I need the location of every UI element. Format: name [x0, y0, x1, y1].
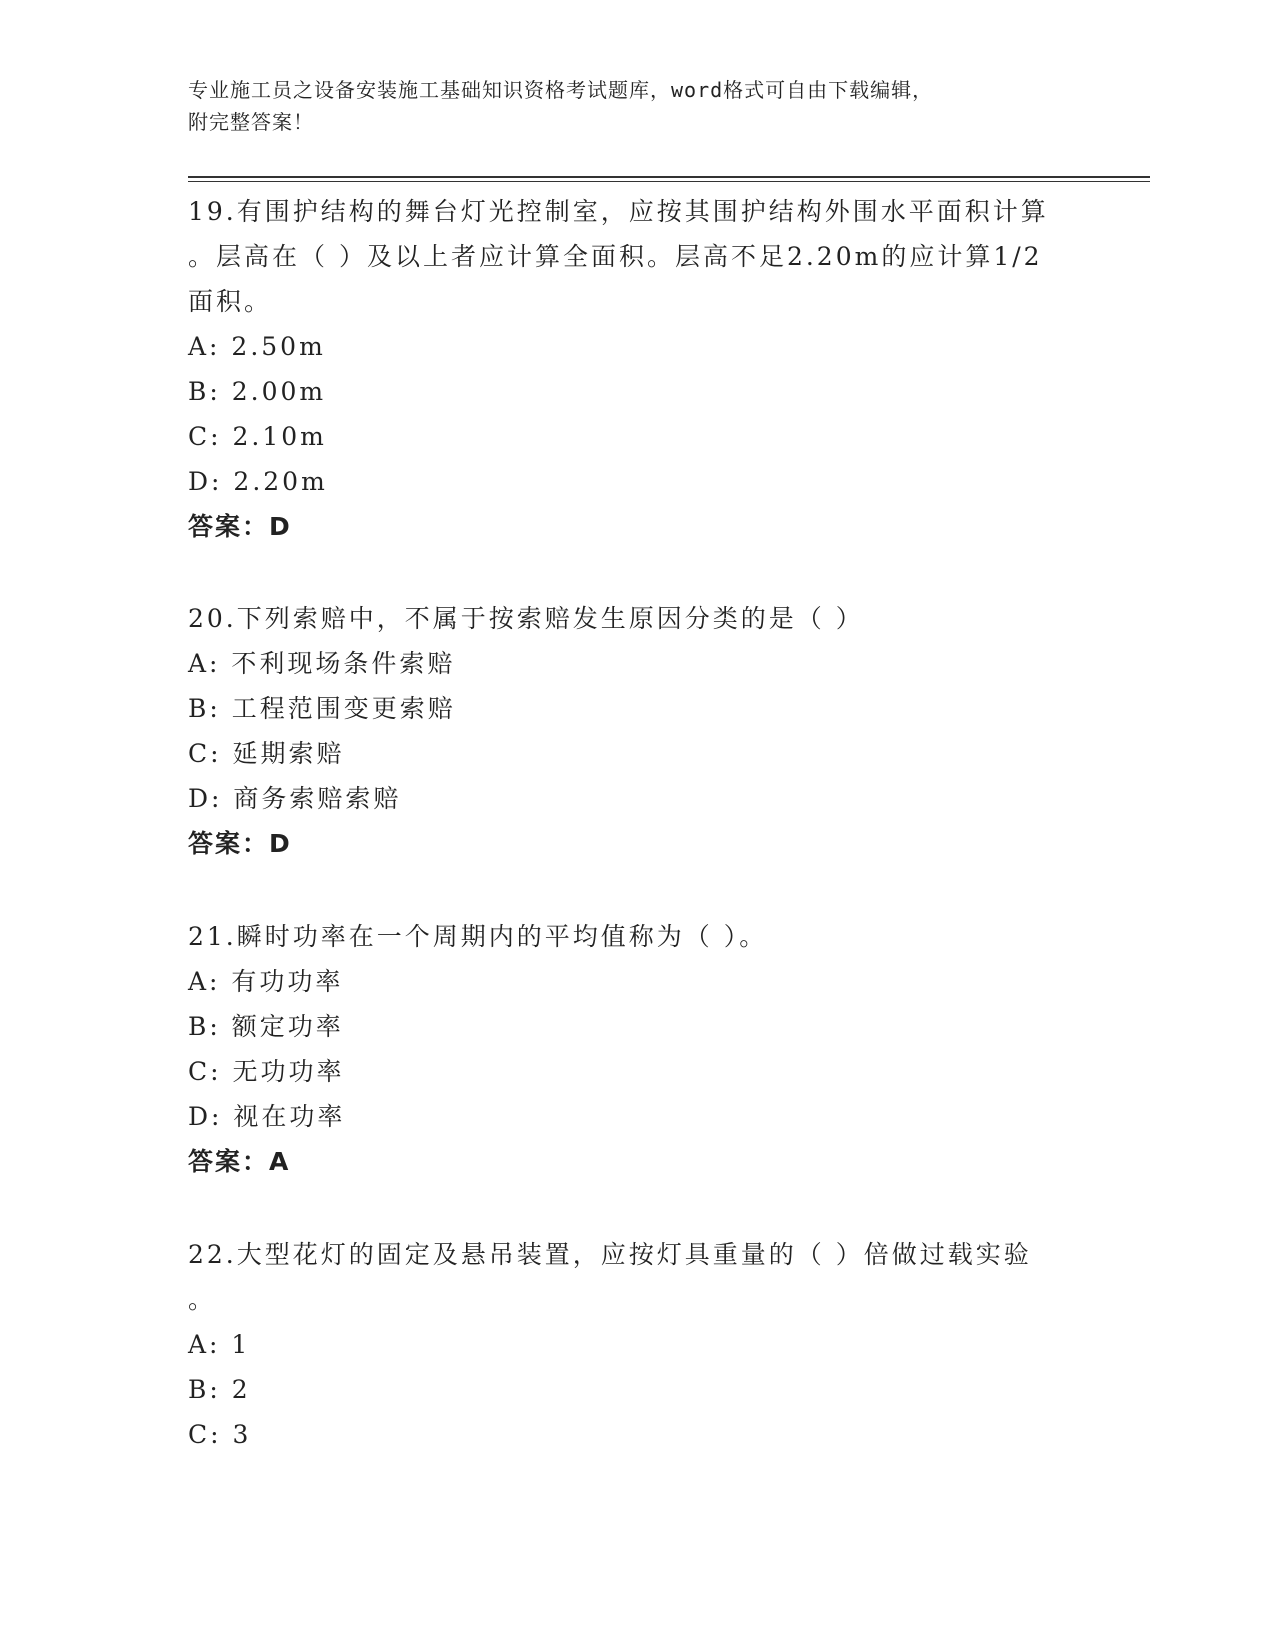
question-stem-line: 20.下列索赔中，不属于按索赔发生原因分类的是（ ）	[188, 604, 864, 633]
option-d: D: 商务索赔索赔	[188, 784, 402, 813]
question-stem-line: 21.瞬时功率在一个周期内的平均值称为（ ）。	[188, 922, 768, 951]
answer-label: 答案：	[188, 829, 270, 858]
option-b: B: 工程范围变更索赔	[188, 694, 456, 723]
option-b: B: 2	[188, 1375, 251, 1404]
answer-value: A	[269, 1147, 291, 1176]
option-a: A: 1	[188, 1330, 251, 1359]
answer-value: D	[269, 829, 292, 858]
header-line-1: 专业施工员之设备安装施工基础知识资格考试题库，word格式可自由下载编辑，	[188, 78, 934, 102]
question-stem-line: 。层高在（ ）及以上者应计算全面积。层高不足2.20m的应计算1/2	[188, 242, 1043, 271]
option-c: C: 2.10m	[188, 422, 327, 451]
header-divider-thin	[188, 181, 1150, 182]
question-stem-line: 22.大型花灯的固定及悬吊装置，应按灯具重量的（ ）倍做过载实验	[188, 1240, 1032, 1269]
option-d: D: 2.20m	[188, 467, 328, 496]
option-a: A: 2.50m	[188, 332, 326, 361]
question-stem-line: 。	[188, 1285, 217, 1314]
question-21	[188, 914, 1068, 1184]
question-22	[188, 1232, 1068, 1457]
header-divider-thick	[188, 176, 1150, 178]
option-c: C: 无功功率	[188, 1057, 345, 1086]
question-stem-line: 面积。	[188, 287, 273, 316]
answer	[188, 1139, 1068, 1184]
option-d: D: 视在功率	[188, 1102, 346, 1131]
option-b: B: 额定功率	[188, 1012, 344, 1041]
document-header	[188, 74, 1068, 138]
option-c: C: 3	[188, 1420, 252, 1449]
answer	[188, 821, 1068, 866]
question-19	[188, 189, 1068, 549]
answer-value: D	[269, 512, 292, 541]
question-stem-line: 19.有围护结构的舞台灯光控制室，应按其围护结构外围水平面积计算	[188, 197, 1049, 226]
answer	[188, 504, 1068, 549]
answer-label: 答案：	[188, 512, 270, 541]
option-a: A: 有功功率	[188, 967, 344, 996]
option-c: C: 延期索赔	[188, 739, 345, 768]
answer-label: 答案：	[188, 1147, 270, 1176]
header-line-2: 附完整答案！	[188, 110, 314, 134]
question-20	[188, 596, 1068, 866]
option-b: B: 2.00m	[188, 377, 327, 406]
option-a: A: 不利现场条件索赔	[188, 649, 456, 678]
